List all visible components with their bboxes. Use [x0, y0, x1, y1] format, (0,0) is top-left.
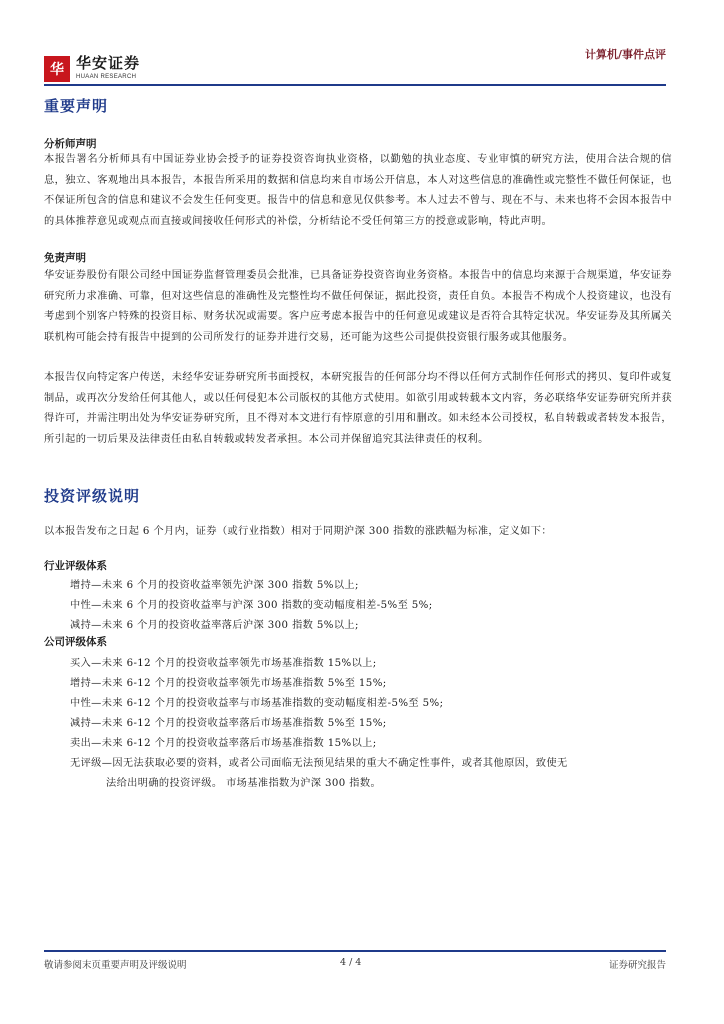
analyst-statement-title: 分析师声明	[44, 138, 97, 150]
logo-english-name: HUAAN RESEARCH	[76, 74, 137, 80]
company-rating-item: 中性—未来 6-12 个月的投资收益率与市场基准指数的变动幅度相差-5%至 5%;	[70, 698, 444, 709]
important-notice-title: 重要声明	[44, 97, 109, 115]
page-number: 4 / 4	[340, 957, 362, 968]
disclaimer-title: 免责声明	[44, 252, 86, 264]
company-rating-item: 卖出—未来 6-12 个月的投资收益率落后市场基准指数 15%以上;	[70, 738, 377, 749]
industry-rating-item: 中性—未来 6 个月的投资收益率与沪深 300 指数的变动幅度相差-5%至 5%;	[70, 600, 433, 611]
rating-explanation-title: 投资评级说明	[44, 487, 141, 505]
analyst-statement-text: 本报告署名分析师具有中国证券业协会授予的证券投资咨询执业资格，以勤勉的执业态度、专业审慎的研究方法，使用合法合规的信息，独立、客观地出具本报告，本报告所采用的数据和信息均来自市场公开信息，本人对这些信息的准确性或完整性不做任何保证，也不保证所包含的信息和建议不会发生任何变更。报告中的信息和意见仅供参考。本人过去不曾与、现在不与、未来也将不会因本报告中的具体推荐意见或观点而直接或间接收任何形式的补偿，分析结论不受任何第三方的授意或影响，特此声明。	[44, 154, 672, 227]
company-rating-title: 公司评级体系	[44, 636, 107, 648]
rating-intro: 以本报告发布之日起 6 个月内，证券（或行业指数）相对于同期沪深 300 指数的涨跌幅为标准，定义如下：	[44, 526, 552, 537]
report-category: 计算机/事件点评	[584, 48, 666, 61]
company-rating-item: 买入—未来 6-12 个月的投资收益率领先市场基准指数 15%以上;	[70, 658, 377, 669]
industry-rating-title: 行业评级体系	[44, 560, 107, 572]
company-logo	[44, 56, 140, 82]
company-rating-item: 增持—未来 6-12 个月的投资收益率领先市场基准指数 5%至 15%;	[70, 678, 387, 689]
disclaimer-text-1: 华安证券股份有限公司经中国证券监督管理委员会批准，已具备证券投资咨询业务资格。本报告中的信息均来源于合规渠道，华安证券研究所力求准确、可靠，但对这些信息的准确性及完整性均不做任何保证，据此投资，责任自负。本报告不构成个人投资建议，也没有考虑到个别客户特殊的投资目标、财务状况或需要。客户应考虑本报告中的任何意见或建议是否符合其特定状况。华安证券及其所属关联机构可能会持有报告中提到的公司所发行的证券并进行交易，还可能为这些公司提供投资银行服务或其他服务。	[44, 270, 672, 343]
footer-notice: 敬请参阅末页重要声明及评级说明	[44, 960, 187, 971]
no-rating-line-1: 无评级—因无法获取必要的资料，或者公司面临无法预见结果的重大不确定性事件，或者其他原因，致使无	[70, 758, 568, 769]
footer-report-type: 证券研究报告	[608, 960, 666, 971]
logo-chinese-name: 华安证券	[76, 54, 141, 72]
industry-rating-item: 减持—未来 6 个月的投资收益率落后沪深 300 指数 5%以上;	[70, 620, 359, 631]
logo-seal-icon: 华	[44, 56, 70, 82]
header-divider	[44, 84, 666, 86]
company-rating-item: 减持—未来 6-12 个月的投资收益率落后市场基准指数 5%至 15%;	[70, 718, 387, 729]
disclaimer-text-2: 本报告仅向特定客户传送，未经华安证券研究所书面授权，本研究报告的任何部分均不得以任何方式制作任何形式的拷贝、复印件或复制品，或再次分发给任何其他人，或以任何侵犯本公司版权的其他方式使用。如欲引用或转载本文内容，务必联络华安证券研究所并获得许可，并需注明出处为华安证券研究所，且不得对本文进行有悖原意的引用和删改。如未经本公司授权，私自转载或者转发本报告，所引起的一切后果及法律责任由私自转载或转发者承担。本公司并保留追究其法律责任的权利。	[44, 372, 672, 445]
footer-divider	[44, 950, 666, 952]
industry-rating-item: 增持—未来 6 个月的投资收益率领先沪深 300 指数 5%以上;	[70, 580, 359, 591]
no-rating-line-2: 法给出明确的投资评级。 市场基准指数为沪深 300 指数。	[106, 778, 382, 789]
